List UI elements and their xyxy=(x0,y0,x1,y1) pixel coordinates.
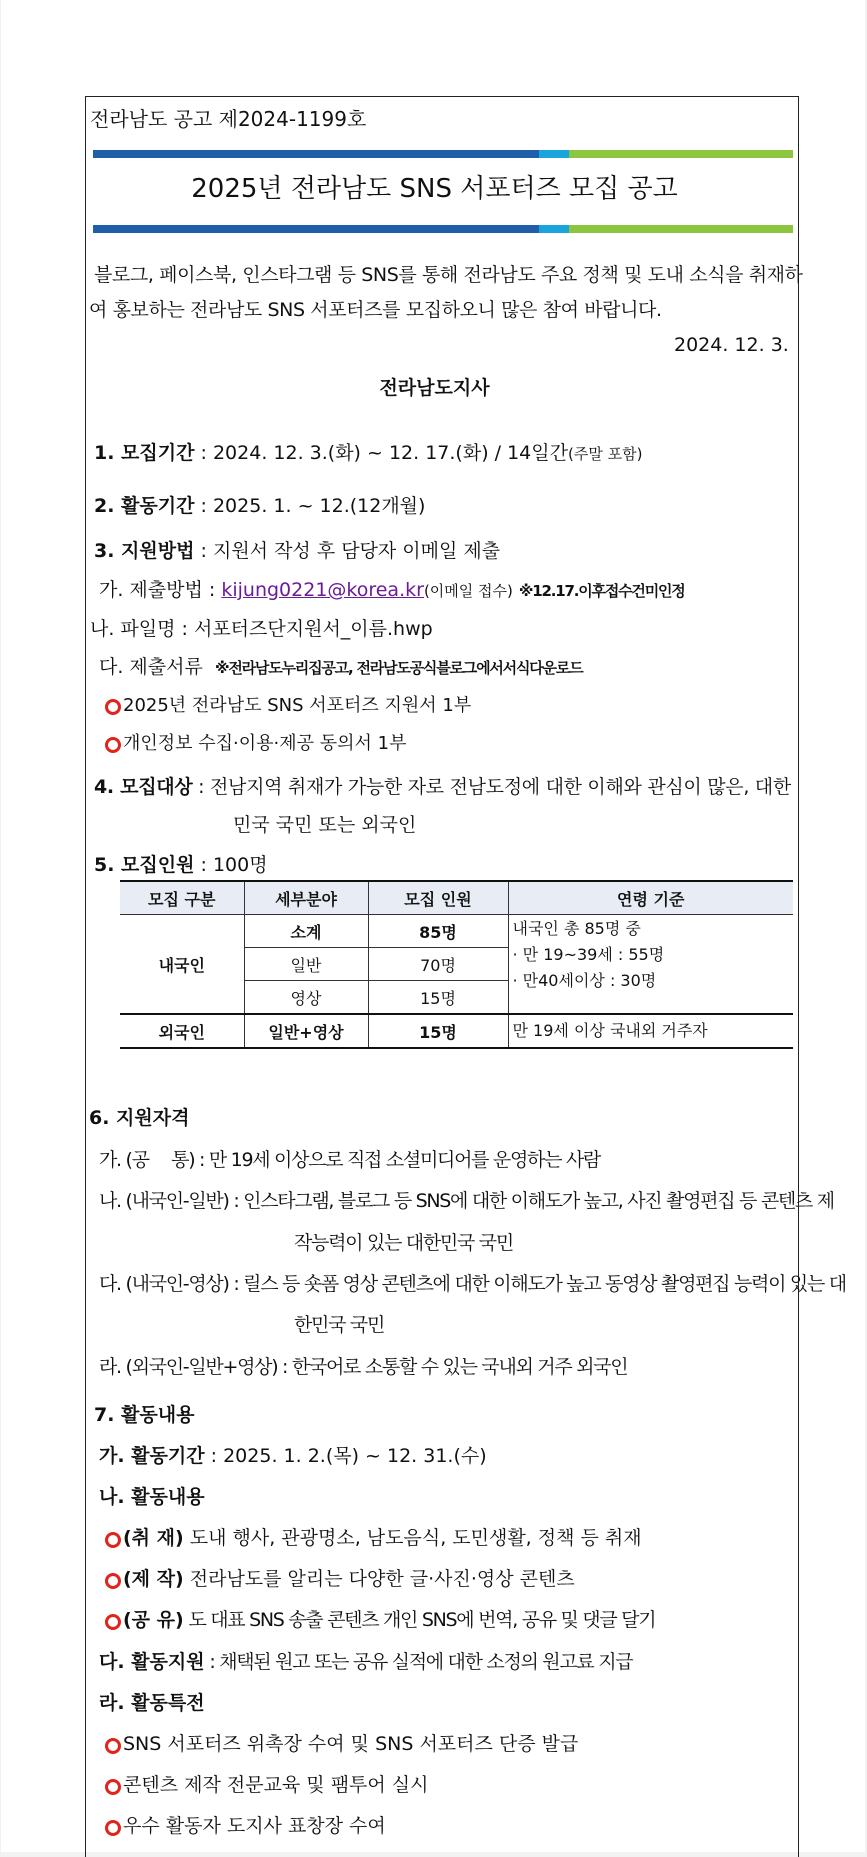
section-3-text: : 지원서 작성 후 담당자 이메일 제출 xyxy=(194,540,501,562)
section-2 xyxy=(94,491,425,518)
section-1-note: (주말 포함) xyxy=(567,445,643,463)
submit-docs-label: 다. 제출서류 xyxy=(99,656,203,678)
category-foreign: 외국인 xyxy=(120,1014,244,1048)
table-header: 모집 구분 xyxy=(120,881,244,915)
section-1 xyxy=(94,438,642,465)
issuer: 전라남도지사 xyxy=(379,377,490,399)
activity-support-text: : 채택된 원고 또는 공유 실적에 대한 소정의 원고료 지급 xyxy=(204,1651,633,1673)
section-2-text: : 2025. 1. ~ 12.(12개월) xyxy=(194,495,426,517)
field-foreign: 일반+영상 xyxy=(244,1014,368,1048)
doc-item-1-text: 2025년 전라남도 SNS 서포터즈 지원서 1부 xyxy=(123,695,472,716)
table-header: 세부분야 xyxy=(244,881,368,915)
section-5 xyxy=(94,850,268,877)
count-foreign: 15명 xyxy=(368,1014,508,1048)
age-line-2: · 만 19~39세 : 55명 xyxy=(512,945,665,964)
section-5-label: 5. 모집인원 xyxy=(94,854,195,876)
circle-bullet-icon xyxy=(105,737,121,753)
count-general: 70명 xyxy=(368,948,508,981)
age-line-3: · 만40세이상 : 30명 xyxy=(512,971,657,990)
qualification-domestic-general: 나. (내국인-일반) : 인스타그램, 블로그 등 SNS에 대한 이해도가 높고, 사진 촬영편집 등 콘텐츠 제 xyxy=(99,1190,834,1212)
activity-period-label: 가. 활동기간 xyxy=(99,1445,205,1467)
activity-item-1 xyxy=(105,1523,642,1550)
submit-method-label: 가. 제출방법 : xyxy=(99,579,222,601)
benefit-item-3 xyxy=(105,1811,386,1838)
section-4-label: 4. 모집대상 xyxy=(94,776,193,798)
section-1-label: 1. 모집기간 xyxy=(94,442,195,464)
age-criteria-foreign: 만 19세 이상 국내외 거주자 xyxy=(508,1014,793,1048)
section-4-line-2: 민국 국민 또는 외국인 xyxy=(233,814,417,836)
category-domestic: 내국인 xyxy=(120,915,244,1015)
table-row xyxy=(120,915,793,948)
document-page xyxy=(1,0,865,1852)
title-bar-top xyxy=(93,150,793,158)
activity-item-3-tag: (공 유) xyxy=(123,1609,184,1631)
title-bar-bottom xyxy=(93,225,793,233)
table-header: 모집 인원 xyxy=(368,881,508,915)
activity-item-2-text: 전라남도를 알리는 다양한 글·사진·영상 콘텐츠 xyxy=(183,1568,575,1590)
page-title: 2025년 전라남도 SNS 서포터즈 모집 공고 xyxy=(191,174,678,204)
doc-item-2-text: 개인정보 수집·이용·제공 동의서 1부 xyxy=(123,733,407,754)
activity-support-label: 다. 활동지원 xyxy=(99,1651,205,1673)
activity-support xyxy=(99,1647,632,1674)
section-3-label: 3. 지원방법 xyxy=(94,540,195,562)
doc-item-1 xyxy=(105,691,471,717)
field-subtotal: 소계 xyxy=(244,915,368,948)
table-row xyxy=(120,1014,793,1048)
benefit-item-1-text: SNS 서포터즈 위촉장 수여 및 SNS 서포터즈 단증 발급 xyxy=(123,1733,579,1755)
benefit-item-1 xyxy=(105,1729,578,1756)
activity-item-2-tag: (제 작) xyxy=(123,1568,184,1590)
benefit-item-2-text: 콘텐츠 제작 전문교육 및 팸투어 실시 xyxy=(123,1774,429,1796)
submit-docs xyxy=(99,652,582,679)
circle-bullet-icon xyxy=(105,1532,121,1548)
field-video: 영상 xyxy=(244,981,368,1015)
section-7-label: 7. 활동내용 xyxy=(94,1404,195,1426)
email-note: (이메일 접수) xyxy=(423,582,513,600)
section-3 xyxy=(94,536,500,563)
table-header-row xyxy=(120,881,793,915)
circle-bullet-icon xyxy=(105,699,121,715)
count-subtotal: 85명 xyxy=(368,915,508,948)
benefit-item-2 xyxy=(105,1770,429,1797)
email-link[interactable]: kijung0221@korea.kr xyxy=(221,579,424,601)
activity-item-1-text: 도내 행사, 관광명소, 남도음식, 도민생활, 정책 등 취재 xyxy=(183,1527,642,1549)
intro-line-2: 여 홍보하는 전라남도 SNS 서포터즈를 모집하오니 많은 참여 바랍니다. xyxy=(89,299,662,321)
qualification-domestic-video: 다. (내국인-영상) : 릴스 등 숏폼 영상 콘텐츠에 대한 이해도가 높고 동영상 촬영편집 능력이 있는 대 xyxy=(99,1273,846,1295)
qualification-domestic-general-2: 작능력이 있는 대한민국 국민 xyxy=(294,1232,513,1254)
activity-item-3 xyxy=(105,1605,655,1632)
intro-line-1: 블로그, 페이스북, 인스타그램 등 SNS를 통해 전라남도 주요 정책 및 도내 소식을 취재하 xyxy=(94,264,803,286)
file-name: 나. 파일명 : 서포터즈단지원서_이름.hwp xyxy=(90,618,433,640)
section-5-text: : 100명 xyxy=(194,854,268,876)
deadline-warning: ※12.17.이후접수건미인정 xyxy=(518,582,685,600)
count-video: 15명 xyxy=(368,981,508,1015)
section-6-label: 6. 지원자격 xyxy=(89,1107,190,1129)
circle-bullet-icon xyxy=(105,1614,121,1630)
notice-number: 전라남도 공고 제2024-1199호 xyxy=(90,107,367,131)
notice-date: 2024. 12. 3. xyxy=(674,334,789,356)
activity-item-2 xyxy=(105,1564,575,1591)
circle-bullet-icon xyxy=(105,1573,121,1589)
doc-item-2 xyxy=(105,729,407,755)
submit-method xyxy=(99,575,685,602)
qualification-common: 가. (공 통) : 만 19세 이상으로 직접 소셜미디어를 운영하는 사람 xyxy=(99,1149,600,1171)
circle-bullet-icon xyxy=(105,1779,121,1795)
age-criteria-domestic xyxy=(508,915,793,1015)
circle-bullet-icon xyxy=(105,1820,121,1836)
qualification-foreign: 라. (외국인-일반+영상) : 한국어로 소통할 수 있는 국내외 거주 외국인 xyxy=(99,1356,628,1378)
activity-item-1-tag: (취 재) xyxy=(123,1527,184,1549)
field-general: 일반 xyxy=(244,948,368,981)
circle-bullet-icon xyxy=(105,1738,121,1754)
age-line-1: 내국인 총 85명 중 xyxy=(512,919,641,938)
submit-docs-note: ※전라남도누리집공고, 전라남도공식블로그에서서식다운로드 xyxy=(214,659,583,677)
section-4-line-1: : 전남지역 취재가 가능한 자로 전남도정에 대한 이해와 관심이 많은, 대한 xyxy=(192,776,791,798)
activity-period-text: : 2025. 1. 2.(목) ~ 12. 31.(수) xyxy=(204,1445,487,1467)
qualification-domestic-video-2: 한민국 국민 xyxy=(294,1314,385,1336)
table-header: 연령 기준 xyxy=(508,881,793,915)
section-1-text: : 2024. 12. 3.(화) ~ 12. 17.(화) / 14일간 xyxy=(194,442,568,464)
section-2-label: 2. 활동기간 xyxy=(94,495,195,517)
section-4 xyxy=(94,772,791,799)
activity-item-3-text: 도 대표 SNS 송출 콘텐츠 개인 SNS에 번역, 공유 및 댓글 달기 xyxy=(183,1609,656,1631)
recruitment-table xyxy=(120,880,793,1049)
activity-content-label: 나. 활동내용 xyxy=(99,1486,205,1508)
activity-period xyxy=(99,1441,487,1468)
activity-benefits-label: 라. 활동특전 xyxy=(99,1692,205,1714)
benefit-item-3-text: 우수 활동자 도지사 표창장 수여 xyxy=(123,1815,386,1837)
